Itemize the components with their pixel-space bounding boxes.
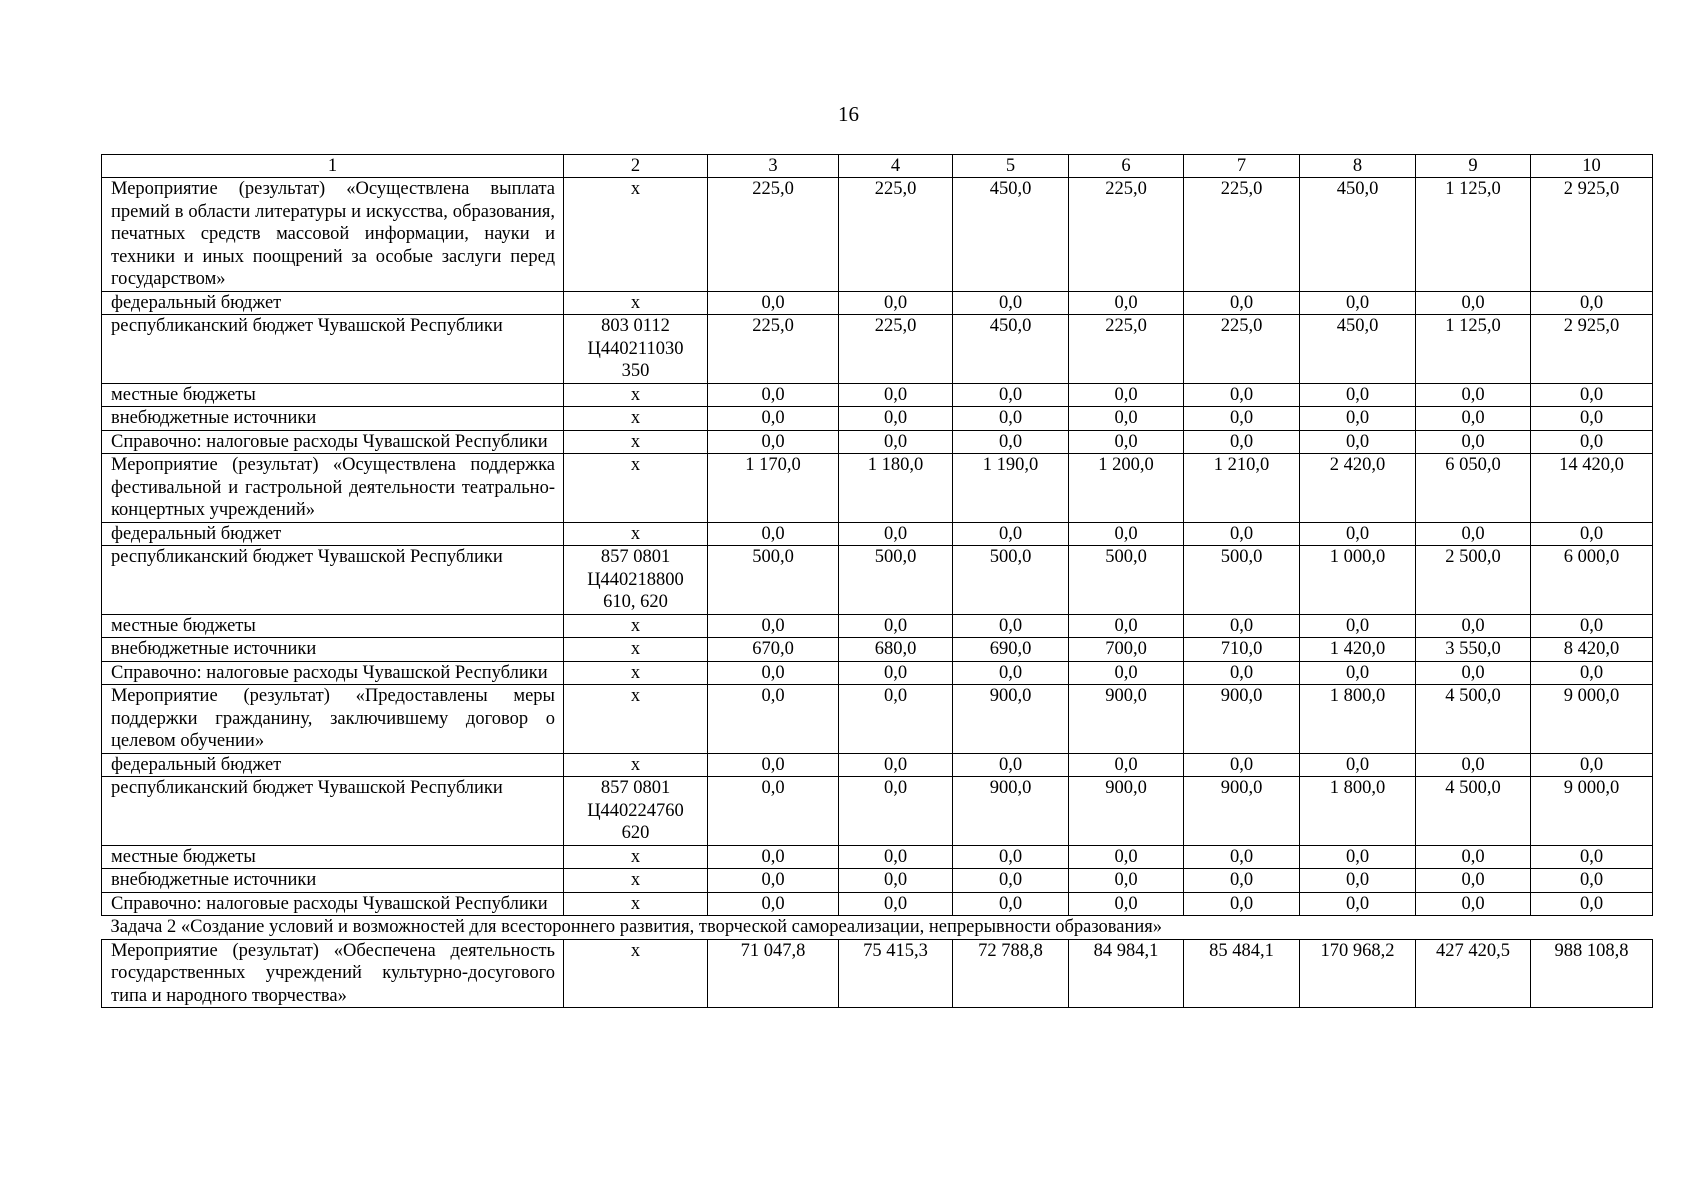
value-cell: 0,0: [1416, 869, 1531, 893]
value-cell: 500,0: [839, 546, 953, 615]
value-cell: 0,0: [708, 777, 839, 846]
value-cell: 0,0: [1300, 407, 1416, 431]
value-cell: 450,0: [1300, 178, 1416, 292]
value-cell: 0,0: [1531, 430, 1653, 454]
value-cell: 3 550,0: [1416, 638, 1531, 662]
header-cell: 6: [1069, 155, 1184, 178]
budget-code: [564, 546, 708, 615]
value-cell: 0,0: [953, 291, 1069, 315]
value-cell: 85 484,1: [1184, 939, 1300, 1008]
value-cell: 0,0: [708, 430, 839, 454]
header-cell: 3: [708, 155, 839, 178]
budget-code-line: x: [630, 639, 641, 659]
budget-code-line: 620: [621, 823, 650, 843]
row-description: федеральный бюджет: [102, 522, 564, 546]
value-cell: 0,0: [1069, 892, 1184, 916]
value-cell: 0,0: [1184, 430, 1300, 454]
value-cell: 0,0: [839, 383, 953, 407]
budget-code-line: x: [630, 431, 641, 452]
budget-code-line: x: [630, 893, 641, 914]
value-cell: 0,0: [1069, 407, 1184, 431]
budget-code: [564, 383, 708, 407]
value-cell: 0,0: [1531, 614, 1653, 638]
value-cell: 900,0: [953, 777, 1069, 846]
value-cell: 0,0: [839, 407, 953, 431]
value-cell: 0,0: [1416, 522, 1531, 546]
value-cell: 1 170,0: [708, 454, 839, 523]
value-cell: 0,0: [953, 753, 1069, 777]
budget-code-line: x: [630, 455, 641, 475]
value-cell: 0,0: [1069, 614, 1184, 638]
value-cell: 1 210,0: [1184, 454, 1300, 523]
budget-code: [564, 753, 708, 777]
value-cell: 0,0: [1416, 407, 1531, 431]
value-cell: 0,0: [839, 685, 953, 754]
budget-table: [101, 154, 1653, 1008]
value-cell: 0,0: [839, 845, 953, 869]
value-cell: 1 180,0: [839, 454, 953, 523]
budget-code-line: Ц440224760: [587, 800, 684, 821]
table-row: [102, 291, 1653, 315]
value-cell: 500,0: [953, 546, 1069, 615]
value-cell: 2 500,0: [1416, 546, 1531, 615]
value-cell: 0,0: [1300, 892, 1416, 916]
table-row: [102, 454, 1653, 523]
value-cell: 0,0: [1416, 892, 1531, 916]
budget-code-line: x: [630, 523, 641, 544]
value-cell: 0,0: [1069, 291, 1184, 315]
value-cell: 1 125,0: [1416, 178, 1531, 292]
value-cell: 450,0: [953, 178, 1069, 292]
header-cell: 2: [564, 155, 708, 178]
budget-code-line: 610, 620: [603, 592, 668, 612]
row-description: Мероприятие (результат) «Предоставлены меры поддержки гражданину, заключившему договор о целевом обучении»: [102, 685, 564, 754]
budget-code: [564, 892, 708, 916]
row-description: республиканский бюджет Чувашской Республики: [102, 315, 564, 384]
value-cell: 2 925,0: [1531, 315, 1653, 384]
value-cell: 0,0: [839, 777, 953, 846]
value-cell: 84 984,1: [1069, 939, 1184, 1008]
value-cell: 6 050,0: [1416, 454, 1531, 523]
budget-code: [564, 291, 708, 315]
value-cell: 8 420,0: [1531, 638, 1653, 662]
value-cell: 0,0: [708, 869, 839, 893]
budget-code-line: x: [630, 940, 641, 961]
value-cell: 0,0: [708, 892, 839, 916]
budget-code: [564, 685, 708, 754]
row-description: местные бюджеты: [102, 614, 564, 638]
value-cell: 900,0: [953, 685, 1069, 754]
budget-code-line: x: [630, 292, 641, 313]
value-cell: 0,0: [708, 661, 839, 685]
table-row: [102, 892, 1653, 916]
value-cell: 0,0: [1300, 291, 1416, 315]
value-cell: 0,0: [1184, 661, 1300, 685]
budget-code: [564, 869, 708, 893]
value-cell: 225,0: [1069, 315, 1184, 384]
value-cell: 1 420,0: [1300, 638, 1416, 662]
value-cell: 690,0: [953, 638, 1069, 662]
value-cell: 9 000,0: [1531, 777, 1653, 846]
table-row: [102, 685, 1653, 754]
value-cell: 500,0: [1069, 546, 1184, 615]
header-cell: 10: [1531, 155, 1653, 178]
value-cell: 0,0: [953, 522, 1069, 546]
value-cell: 450,0: [953, 315, 1069, 384]
value-cell: 1 125,0: [1416, 315, 1531, 384]
row-description: Мероприятие (результат) «Осуществлена выплата премий в области литературы и искусства, образования, печатных средств массовой информации, науки и техники и иных поощрений за особые заслуги перед государством»: [102, 178, 564, 292]
value-cell: 0,0: [708, 845, 839, 869]
value-cell: 14 420,0: [1531, 454, 1653, 523]
table-row: [102, 178, 1653, 292]
value-cell: 0,0: [1416, 291, 1531, 315]
value-cell: 500,0: [1184, 546, 1300, 615]
table-row: [102, 661, 1653, 685]
value-cell: 0,0: [1531, 383, 1653, 407]
row-description: Справочно: налоговые расходы Чувашской Республики: [102, 892, 564, 916]
row-description: внебюджетные источники: [102, 407, 564, 431]
value-cell: 0,0: [1069, 753, 1184, 777]
budget-code: [564, 614, 708, 638]
budget-code-line: x: [630, 846, 641, 867]
value-cell: 2 420,0: [1300, 454, 1416, 523]
row-description: федеральный бюджет: [102, 753, 564, 777]
value-cell: 0,0: [1531, 845, 1653, 869]
value-cell: 450,0: [1300, 315, 1416, 384]
table-row: [102, 522, 1653, 546]
value-cell: 700,0: [1069, 638, 1184, 662]
value-cell: 0,0: [1300, 614, 1416, 638]
budget-code: [564, 315, 708, 384]
budget-code-line: Ц440218800: [587, 569, 684, 590]
value-cell: 900,0: [1069, 777, 1184, 846]
value-cell: 0,0: [1531, 407, 1653, 431]
value-cell: 427 420,5: [1416, 939, 1531, 1008]
value-cell: 0,0: [1184, 383, 1300, 407]
row-description: местные бюджеты: [102, 383, 564, 407]
value-cell: 0,0: [1184, 407, 1300, 431]
value-cell: 1 000,0: [1300, 546, 1416, 615]
value-cell: 0,0: [953, 614, 1069, 638]
value-cell: 710,0: [1184, 638, 1300, 662]
task-heading-row: [102, 916, 1653, 940]
task-heading: Задача 2 «Создание условий и возможностей для всестороннего развития, творческой самореализации, непрерывности образования»: [102, 916, 1653, 940]
budget-code-line: x: [630, 662, 641, 683]
value-cell: 0,0: [1300, 661, 1416, 685]
value-cell: 0,0: [1184, 869, 1300, 893]
value-cell: 4 500,0: [1416, 685, 1531, 754]
value-cell: 0,0: [953, 869, 1069, 893]
value-cell: 0,0: [953, 430, 1069, 454]
budget-code-line: x: [630, 384, 641, 405]
value-cell: 0,0: [1069, 661, 1184, 685]
budget-code-line: x: [630, 686, 641, 706]
value-cell: 0,0: [708, 522, 839, 546]
budget-code-line: x: [630, 870, 641, 890]
row-description: республиканский бюджет Чувашской Республики: [102, 546, 564, 615]
row-description: федеральный бюджет: [102, 291, 564, 315]
value-cell: 0,0: [839, 892, 953, 916]
value-cell: 0,0: [839, 753, 953, 777]
value-cell: 0,0: [1069, 869, 1184, 893]
value-cell: 0,0: [1300, 753, 1416, 777]
header-cell: 9: [1416, 155, 1531, 178]
value-cell: 0,0: [1184, 614, 1300, 638]
value-cell: 0,0: [1300, 430, 1416, 454]
budget-code-line: 857 0801: [600, 547, 671, 567]
value-cell: 0,0: [1069, 522, 1184, 546]
budget-code-line: 857 0801: [600, 778, 671, 798]
value-cell: 0,0: [1184, 845, 1300, 869]
budget-code-line: 350: [621, 361, 650, 381]
value-cell: 0,0: [1069, 430, 1184, 454]
value-cell: 0,0: [1300, 522, 1416, 546]
value-cell: 0,0: [1300, 869, 1416, 893]
value-cell: 0,0: [839, 430, 953, 454]
value-cell: 988 108,8: [1531, 939, 1653, 1008]
value-cell: 225,0: [1069, 178, 1184, 292]
budget-code: [564, 939, 708, 1008]
value-cell: 0,0: [1531, 291, 1653, 315]
value-cell: 225,0: [708, 178, 839, 292]
page-number: 16: [838, 102, 859, 126]
table-row: [102, 869, 1653, 893]
row-description: республиканский бюджет Чувашской Республики: [102, 777, 564, 846]
value-cell: 72 788,8: [953, 939, 1069, 1008]
value-cell: 225,0: [708, 315, 839, 384]
value-cell: 75 415,3: [839, 939, 953, 1008]
value-cell: 0,0: [1184, 892, 1300, 916]
value-cell: 500,0: [708, 546, 839, 615]
value-cell: 0,0: [1416, 753, 1531, 777]
budget-code: [564, 845, 708, 869]
budget-code: [564, 661, 708, 685]
value-cell: 0,0: [1531, 661, 1653, 685]
value-cell: 225,0: [839, 315, 953, 384]
value-cell: 0,0: [839, 614, 953, 638]
value-cell: 0,0: [1531, 753, 1653, 777]
value-cell: 1 800,0: [1300, 777, 1416, 846]
row-description: внебюджетные источники: [102, 869, 564, 893]
value-cell: 0,0: [1416, 614, 1531, 638]
value-cell: 0,0: [1184, 291, 1300, 315]
budget-code-line: Ц440211030: [587, 338, 684, 359]
value-cell: 0,0: [953, 892, 1069, 916]
value-cell: 0,0: [1531, 869, 1653, 893]
table-row: [102, 315, 1653, 384]
header-cell: 8: [1300, 155, 1416, 178]
table-row: [102, 777, 1653, 846]
budget-code: [564, 407, 708, 431]
value-cell: 0,0: [1184, 522, 1300, 546]
table-row: [102, 939, 1653, 1008]
value-cell: 1 800,0: [1300, 685, 1416, 754]
budget-code-line: 803 0112: [601, 316, 670, 336]
value-cell: 0,0: [1069, 383, 1184, 407]
value-cell: 0,0: [839, 291, 953, 315]
value-cell: 0,0: [953, 407, 1069, 431]
value-cell: 225,0: [1184, 315, 1300, 384]
value-cell: 0,0: [1184, 753, 1300, 777]
value-cell: 0,0: [1416, 383, 1531, 407]
value-cell: 0,0: [1531, 522, 1653, 546]
row-description: местные бюджеты: [102, 845, 564, 869]
budget-code-line: x: [630, 408, 641, 428]
value-cell: 0,0: [1416, 661, 1531, 685]
table-row: [102, 638, 1653, 662]
value-cell: 0,0: [839, 661, 953, 685]
budget-code: [564, 638, 708, 662]
budget-code: [564, 777, 708, 846]
value-cell: 0,0: [708, 685, 839, 754]
value-cell: 2 925,0: [1531, 178, 1653, 292]
row-description: Мероприятие (результат) «Осуществлена поддержка фестивальной и гастрольной деятельности театрально-концертных учреждений»: [102, 454, 564, 523]
value-cell: 4 500,0: [1416, 777, 1531, 846]
budget-code: [564, 430, 708, 454]
table-row: [102, 845, 1653, 869]
table-row: [102, 430, 1653, 454]
row-description: Мероприятие (результат) «Обеспечена деятельность государственных учреждений культурно-досугового типа и народного творчества»: [102, 939, 564, 1008]
value-cell: 680,0: [839, 638, 953, 662]
value-cell: 0,0: [1416, 845, 1531, 869]
value-cell: 1 200,0: [1069, 454, 1184, 523]
value-cell: 0,0: [1300, 383, 1416, 407]
budget-code: [564, 454, 708, 523]
budget-code: [564, 522, 708, 546]
budget-code-line: x: [630, 754, 641, 775]
value-cell: 0,0: [953, 845, 1069, 869]
value-cell: 9 000,0: [1531, 685, 1653, 754]
header-cell: 5: [953, 155, 1069, 178]
table-row: [102, 753, 1653, 777]
value-cell: 0,0: [708, 383, 839, 407]
value-cell: 0,0: [839, 522, 953, 546]
value-cell: 0,0: [708, 407, 839, 431]
value-cell: 0,0: [708, 614, 839, 638]
value-cell: 0,0: [953, 661, 1069, 685]
value-cell: 0,0: [708, 291, 839, 315]
value-cell: 225,0: [1184, 178, 1300, 292]
value-cell: 71 047,8: [708, 939, 839, 1008]
header-cell: 4: [839, 155, 953, 178]
value-cell: 670,0: [708, 638, 839, 662]
value-cell: 0,0: [1069, 845, 1184, 869]
value-cell: 900,0: [1184, 685, 1300, 754]
table-row: [102, 407, 1653, 431]
value-cell: 0,0: [708, 753, 839, 777]
row-description: внебюджетные источники: [102, 638, 564, 662]
table-row: [102, 546, 1653, 615]
value-cell: 0,0: [953, 383, 1069, 407]
row-description: Справочно: налоговые расходы Чувашской Республики: [102, 661, 564, 685]
value-cell: 6 000,0: [1531, 546, 1653, 615]
value-cell: 900,0: [1184, 777, 1300, 846]
value-cell: 0,0: [1531, 892, 1653, 916]
header-cell: 1: [102, 155, 564, 178]
value-cell: 0,0: [1416, 430, 1531, 454]
budget-code-line: x: [630, 615, 641, 636]
value-cell: 170 968,2: [1300, 939, 1416, 1008]
value-cell: 1 190,0: [953, 454, 1069, 523]
table-row: [102, 614, 1653, 638]
table-row: [102, 383, 1653, 407]
value-cell: 225,0: [839, 178, 953, 292]
table-header-row: [102, 155, 1653, 178]
value-cell: 900,0: [1069, 685, 1184, 754]
budget-code-line: x: [630, 179, 641, 199]
header-cell: 7: [1184, 155, 1300, 178]
row-description: Справочно: налоговые расходы Чувашской Республики: [102, 430, 564, 454]
value-cell: 0,0: [1300, 845, 1416, 869]
budget-code: [564, 178, 708, 292]
value-cell: 0,0: [839, 869, 953, 893]
